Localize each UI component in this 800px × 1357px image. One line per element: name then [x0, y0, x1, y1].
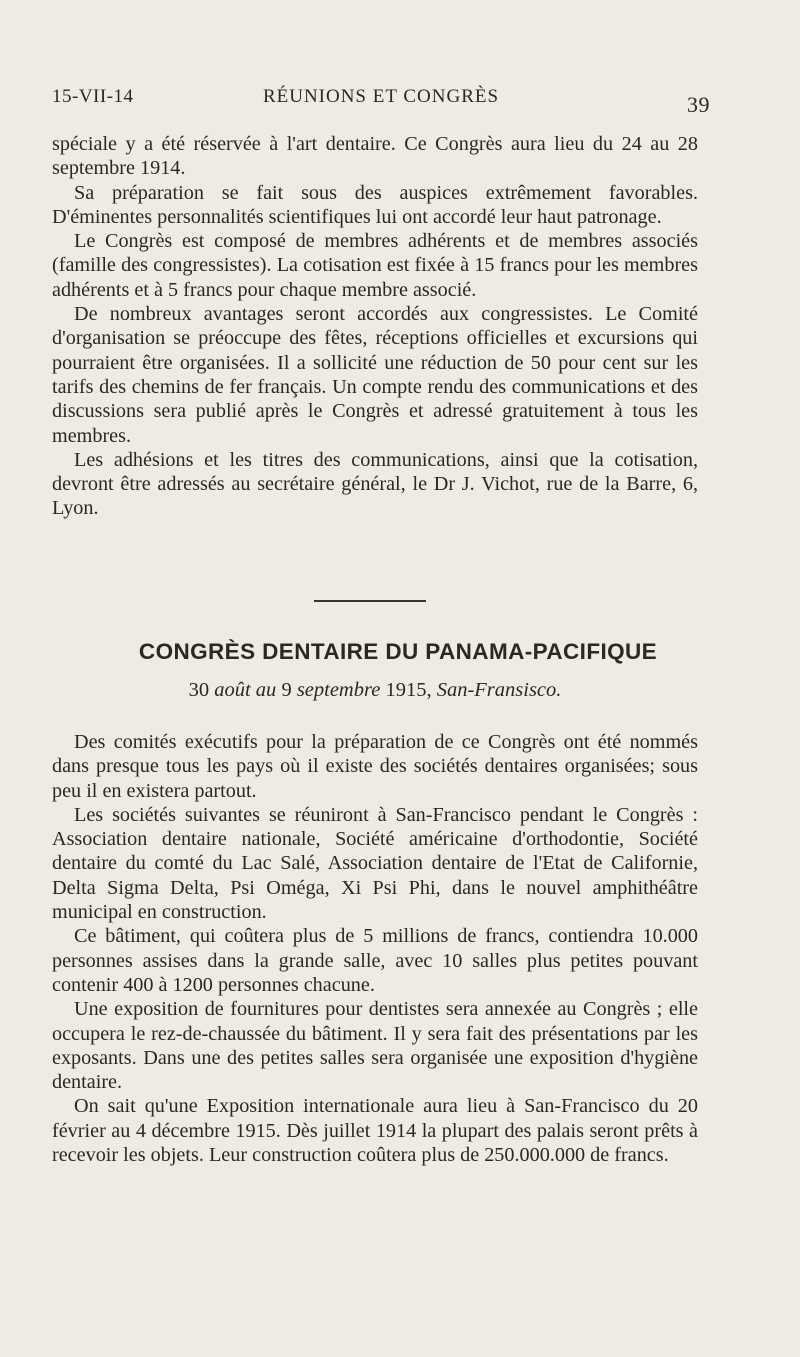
section-subtitle — [52, 679, 698, 702]
subtitle-month-start: août au — [214, 679, 277, 701]
paragraph: Les sociétés suivantes se réuniront à San-Francisco pendant le Congrès : Association dentaire nationale, Société américaine d'orthodontie, Société dentaire du comté du Lac Salé, Association dentaire de l'Etat de Californie, Delta Sigma Delta, Psi Oméga, Xi Psi Phi, dans le nouvel amphithéâtre municipal en construction. — [52, 803, 698, 924]
text-block-lyon-congress — [52, 132, 698, 521]
subtitle-year: 1915, — [385, 679, 432, 701]
paragraph: De nombreux avantages seront accordés aux congressistes. Le Comité d'organisation se préoccupe des fêtes, réceptions officielles et excursions qui pourraient être organisées. Il a sollicité une réduction de 50 pour cent sur les tarifs des chemins de fer français. Un compte rendu des communications et des discussions sera publié après le Congrès et adressé gratuitement à tous les membres. — [52, 303, 698, 447]
paragraph: Une exposition de fournitures pour dentistes sera annexée au Congrès ; elle occupera le rez-de-chaussée du bâtiment. Il y sera fait des présentations par les exposants. Dans une des petites salles sera organisée une exposition d'hygiène dentaire. — [52, 998, 698, 1094]
header-section-title: RÉUNIONS ET CONGRÈS — [262, 86, 500, 107]
paragraph: Sa préparation se fait sous des auspices extrêmement favorables. D'éminentes personnalités scientifiques lui ont accordé leur haut patronage. — [52, 181, 698, 228]
paragraph: spéciale y a été réservée à l'art dentaire. Ce Congrès aura lieu du 24 au 28 septembre 1914. — [52, 133, 698, 180]
running-header — [52, 86, 710, 120]
text-block-panama-congress — [52, 730, 698, 1167]
subtitle-place: San-Fransisco. — [436, 679, 562, 701]
subtitle-day-end: 9 — [281, 679, 292, 701]
header-date: 15-VII-14 — [52, 86, 134, 107]
paragraph: On sait qu'une Exposition internationale aura lieu à San-Francisco du 20 février au 4 décembre 1915. Dès juillet 1914 la plupart des palais seront prêts à recevoir les objets. Leur construction coûtera plus de 250.000.000 de francs. — [52, 1095, 698, 1167]
paragraph: Des comités exécutifs pour la préparation de ce Congrès ont été nommés dans presque tous les pays où il existe des sociétés dentaires organisées; sous peu il en existera partout. — [52, 731, 698, 802]
paragraph: Les adhésions et les titres des communications, ainsi que la cotisation, devront être adressés au secrétaire général, le Dr J. Vichot, rue de la Barre, 6, Lyon. — [52, 448, 698, 520]
subtitle-month-end: septembre — [296, 679, 381, 701]
subtitle-day-start: 30 — [188, 679, 210, 701]
page-number: 39 — [687, 92, 710, 117]
section-divider — [314, 600, 426, 602]
section-title: CONGRÈS DENTAIRE DU PANAMA-PACIFIQUE — [138, 639, 658, 664]
paragraph: Le Congrès est composé de membres adhérents et de membres associés (famille des congressistes). La cotisation est fixée à 15 francs pour les membres adhérents et à 5 francs pour chaque membre associé. — [52, 230, 698, 301]
paragraph: Ce bâtiment, qui coûtera plus de 5 millions de francs, contiendra 10.000 personnes assises dans la grande salle, avec 10 salles plus petites pouvant contenir 400 à 1200 personnes chacune. — [52, 925, 698, 996]
